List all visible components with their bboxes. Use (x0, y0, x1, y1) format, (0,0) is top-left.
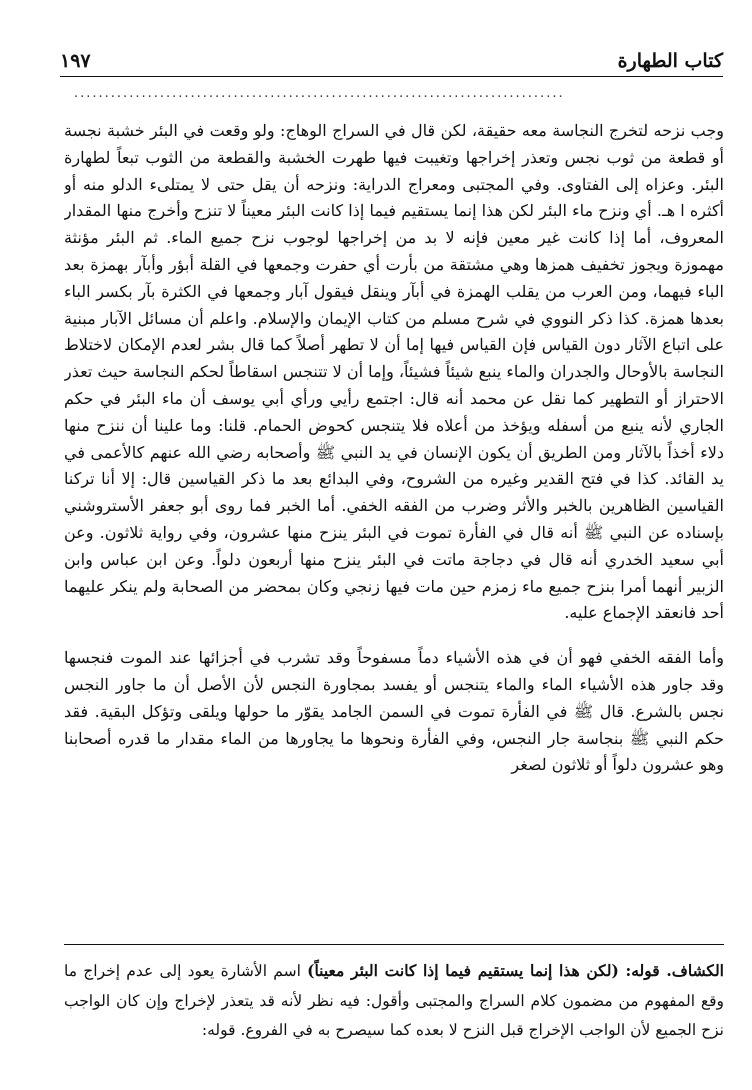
running-header (60, 46, 723, 77)
footnote-rule (64, 944, 724, 945)
body-paragraph-2: وأما الفقه الخفي فهو أن في هذه الأشياء دماً مسفوحاً وقد تشرب في أجزائها عند الموت فنجسها وقد جاور هذه الأشياء الماء والماء يتنجس أو يفسد بمجاورة النجس لأن الأصل أن ما جاور النجس نجس بالشرع. قال ﷺ في الفأرة تموت في السمن الجامد يقوّر ما حولها ويلقى وتؤكل البقية. فقد حكم النبي ﷺ بنجاسة جار النجس، وفي الفأرة ونحوها ما يجاورها من الماء مقدار ما قدره أصحابنا وهو عشرون دلواً أو ثلاثون لصغر (64, 648, 724, 775)
footnote-lead: الكشاف. قوله: (618, 961, 724, 980)
page-number: ١٩٧ (60, 50, 91, 72)
footnote-quote: (لكن هذا إنما يستقيم فيما إذا كانت البئر معيناً) (307, 961, 619, 980)
main-text (64, 118, 724, 948)
dotted-separator: ................................................................................ (74, 88, 565, 100)
footnote (64, 956, 724, 1076)
body-paragraph-1: وجب نزحه لتخرج النجاسة معه حقيقة، لكن قال في السراج الوهاج: ولو وقعت في البئر خشبة نجسة أو قطعة من ثوب نجس وتعذر إخراجها وتغيبت فيها طهرت الخشبة والقطعة من الثوب تبعاً لطهارة البئر. وعزاه إلى الفتاوى. وفي المجتبى ومعراج الدراية: ونزحه أن يقل حتى لا يمتلىء الدلو منه أو أكثره ا هـ. أي ونزح ماء البئر لكن هذا إنما يستقيم فيما إذا كانت البئر معيناً لا تنزح وأخرج منها المقدار المعروف، أما إذا كانت غير معين فإنه لا بد من إخراجها لوجوب نزح جميع الماء. ثم البئر مؤنثة مهموزة ويجوز تخفيف همزها وهي مشتقة من بأرت أي حفرت وجمعها في القلة أبؤر وأبآر بهمزة بعد الباء فيهما، ومن العرب من يقلب الهمزة في أبآر وينقل فيقول آبار وجمعها في الكثرة بآر بكسر الباء بعدها همزة. كذا ذكر النووي في شرح مسلم من كتاب الإيمان والإسلام. واعلم أن مسائل الآبار مبنية على اتباع الآثار دون القياس فإن القياس فيها إما أن لا تطهر أصلاً كما قال بشر لعدم الإمكان لاختلاط النجاسة بالأوحال والجدران والماء ينبع شيئاً فشيئاً، وإما أن لا تتنجس اسقاطاً لحكم النجاسة حيث تعذر الاحتراز أو التطهير كما نقل عن محمد أنه قال: اجتمع رأيي ورأي أبي يوسف أن ماء البئر في حكم الجاري لأنه ينبع من أسفله ويؤخذ من أعلاه فلا يتنجس كحوض الحمام. قلنا: وما علينا أن ننزح منها دلاء أخذاً بالآثار ومن الطريق أن يكون الإنسان في يد النبي ﷺ وأصحابه رضي الله عنهم كالأعمى في يد القائد. كذا في فتح القدير وغيره من الشروح، وفي البدائع بعد ما ذكر القياسين قال: إلا أنا تركنا القياسين الظاهرين بالخبر والأثر وضرب من الفقه الخفي. أما الخبر فما روى أبو جعفر الأستروشني بإسناده عن النبي ﷺ أنه قال في الفأرة تموت في البئر ينزح منها عشرون، وفي رواية ثلاثون. وعن أبي سعيد الخدري أنه قال في دجاجة ماتت في البئر ينزح منها أربعون دلواً. وعن ابن عباس وابن الزبير أنهما أمرا بنزح جميع ماء زمزم حين مات فيها زنجي وكان بمحضر من الصحابة ولم ينكر عليهما أحد فانعقد الإجماع عليه. (64, 121, 724, 623)
book-title: كتاب الطهارة (617, 50, 723, 72)
footnote-text: اسم الأشارة يعود إلى عدم إخراج ما وقع المفهوم من مضمون كلام السراج والمجتبى وأقول: فيه نظر لأنه قد يتعذر لإخراج وإن كان الواجب نزح الجميع لأن الواجب الإخراج قبل النزح لا بعده كما سيصرح به في الفروع. قوله: (64, 962, 724, 1039)
